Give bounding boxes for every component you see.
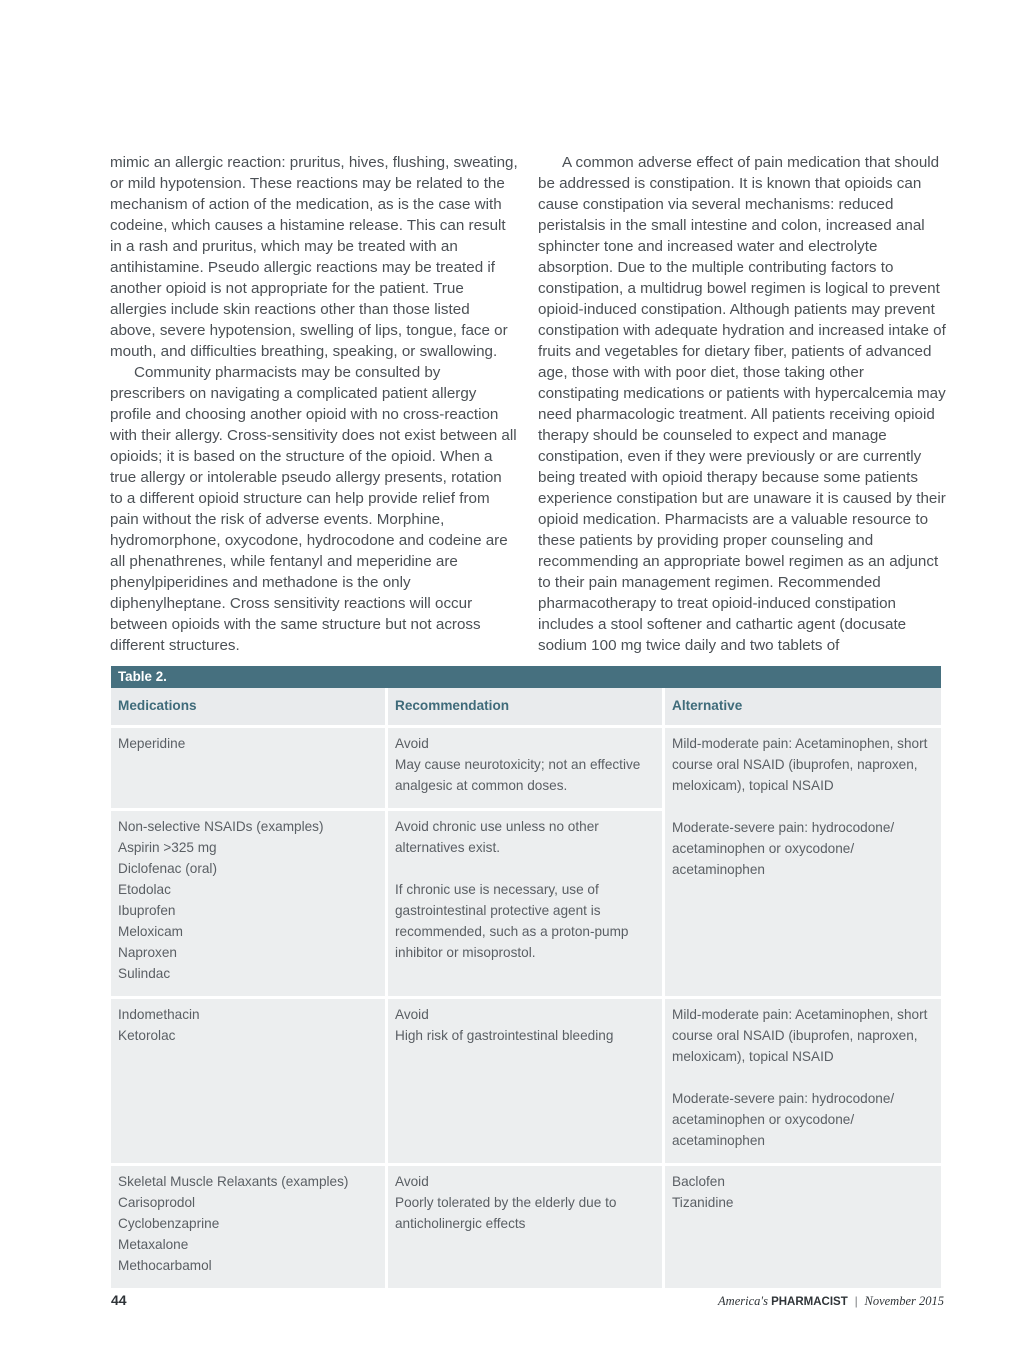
cell-line: Naproxen [118,945,177,960]
cell-line: Avoid [395,1007,429,1022]
cell-line: course oral NSAID (ibuprofen, naproxen, [672,1028,918,1043]
medications-cell [111,728,388,811]
cell-line: High risk of gastrointestinal bleeding [395,1028,614,1043]
paragraph: Community pharmacists may be consulted by prescribers on navigating a complicated patient allergy profile and choosing another opioid with no cross-reaction with their allergy. Cross-sensitivity does not exist between all opioids; it is based on the structure of the opioid. When a true allergy or intolerable pseudo allergy presents, rotation to a different opioid structure can help provide relief from pain without the risk of adverse events. Morphine, hydromorphone, oxycodone, hydrocodone and codeine are all phenathrenes, while fentanyl and meperidine are phenylpiperidines and methadone is the only diphenylheptane. Cross sensitivity reactions will occur between opioids with the same structure but not across different structures. [110,364,517,654]
paragraph: A common adverse effect of pain medication that should be addressed is constipation. It is known that opioids can cause constipation via several mechanisms: reduced peristalsis in the small intestine and colon, increased anal sphincter tone and increased water and electrolyte absorption. Due to the multiple contributing factors to constipation, a multidrug bowel regimen is logical to prevent opioid-induced constipation. Although patients may prevent constipation with adequate hydration and increased intake of fruits and vegetables for dietary fiber, patients of advanced age, those with with poor diet, those taking other constipating medications or patients with hypercalcemia may need pharmacologic treatment. All patients receiving opioid therapy should be counseled to expect and manage constipation, even if they were previously or are currently being treated with opioid therapy because some patients experience constipation but are unaware it is caused by their opioid medication. Pharmacists are a valuable resource to these patients by providing proper counseling and recommending an appropriate bowel regimen as an adjunct to their pain management regimen. Recommended pharmacotherapy to treat opioid-induced constipation includes a stool softener and cathartic agent (docusate sodium 100 mg twice daily and two tablets of [538,154,946,654]
page-number: 44 [111,1292,127,1308]
cell-line: analgesic at common doses. [395,778,568,793]
cell-line: Aspirin >325 mg [118,840,217,855]
cell-line: Avoid [395,736,429,751]
table-row [111,728,941,811]
cell-line: Avoid [395,1174,429,1189]
cell-line: Moderate-severe pain: hydrocodone/ [672,820,895,835]
recommendation-cell [388,811,665,999]
cell-line: Carisoprodol [118,1195,196,1210]
cell-line: If chronic use is necessary, use of [395,882,599,897]
cell-line: course oral NSAID (ibuprofen, naproxen, [672,757,918,772]
medications-cell [111,999,388,1166]
cell-line: meloxicam), topical NSAID [672,778,834,793]
cell-line: Skeletal Muscle Relaxants (examples) [118,1174,349,1189]
cell-line: anticholinergic effects [395,1216,526,1231]
article-column-right [538,152,946,656]
table-title: Table 2. [111,666,941,688]
article-column-left [110,152,518,656]
cell-line: Poorly tolerated by the elderly due to [395,1195,617,1210]
recommendation-cell [388,1166,665,1291]
cell-line: Cyclobenzaprine [118,1216,220,1231]
cell-line: Baclofen [672,1174,725,1189]
cell-line: recommended, such as a proton-pump [395,924,629,939]
cell-line: alternatives exist. [395,840,501,855]
cell-gap [672,1067,934,1088]
publication-issue: November 2015 [864,1294,944,1308]
cell-line: Mild-moderate pain: Acetaminophen, short [672,736,928,751]
cell-line: meloxicam), topical NSAID [672,1049,834,1064]
table-row [111,999,941,1166]
cell-line: acetaminophen or oxycodone/ [672,1112,855,1127]
cell-gap [672,796,934,817]
cell-line: Tizanidine [672,1195,734,1210]
medications-cell [111,811,388,999]
cell-line: gastrointestinal protective agent is [395,903,601,918]
column-header-medications: Medications [111,688,388,728]
cell-line: Meperidine [118,736,186,751]
cell-line: Ketorolac [118,1028,176,1043]
publication-footer [718,1294,944,1309]
cell-line: Meloxicam [118,924,183,939]
cell-line: inhibitor or misoprostol. [395,945,536,960]
recommendation-cell [388,728,665,811]
cell-line: acetaminophen or oxycodone/ [672,841,855,856]
cell-line: May cause neurotoxicity; not an effective [395,757,641,772]
cell-line: acetaminophen [672,862,765,877]
column-header-alternative: Alternative [665,688,941,728]
cell-line: Moderate-severe pain: hydrocodone/ [672,1091,895,1106]
cell-line: Mild-moderate pain: Acetaminophen, short [672,1007,928,1022]
publication-prefix: America's [718,1294,768,1308]
table-2 [111,666,941,1291]
table-row [111,1166,941,1291]
alternative-cell [665,728,941,999]
medications-cell [111,1166,388,1291]
cell-line: Etodolac [118,882,171,897]
publication-brand: PHARMACIST [771,1296,848,1308]
cell-line: Methocarbamol [118,1258,212,1273]
cell-gap [395,858,655,879]
table-header-row [111,688,941,728]
paragraph: mimic an allergic reaction: pruritus, hives, flushing, sweating, or mild hypotension. These reactions may be related to the mechanism of action of the medication, as is the case with codeine, which causes a histamine release. This can result in a rash and pruritus, which may be treated with an antihistamine. Pseudo allergic reactions may be treated if another opioid is not appropriate for the patient. True allergies include skin reactions other than those listed above, severe hypotension, swelling of lips, tongue, face or mouth, and difficulties breathing, speaking, or swallowing. [110,154,518,360]
cell-line: acetaminophen [672,1133,765,1148]
cell-line: Avoid chronic use unless no other [395,819,599,834]
cell-line: Ibuprofen [118,903,176,918]
cell-line: Diclofenac (oral) [118,861,217,876]
recommendation-cell [388,999,665,1166]
cell-line: Indomethacin [118,1007,200,1022]
cell-line: Metaxalone [118,1237,189,1252]
alternative-cell [665,1166,941,1291]
column-header-recommendation: Recommendation [388,688,665,728]
footer-separator: | [854,1294,858,1308]
cell-line: Sulindac [118,966,171,981]
cell-line: Non-selective NSAIDs (examples) [118,819,324,834]
alternative-cell [665,999,941,1166]
